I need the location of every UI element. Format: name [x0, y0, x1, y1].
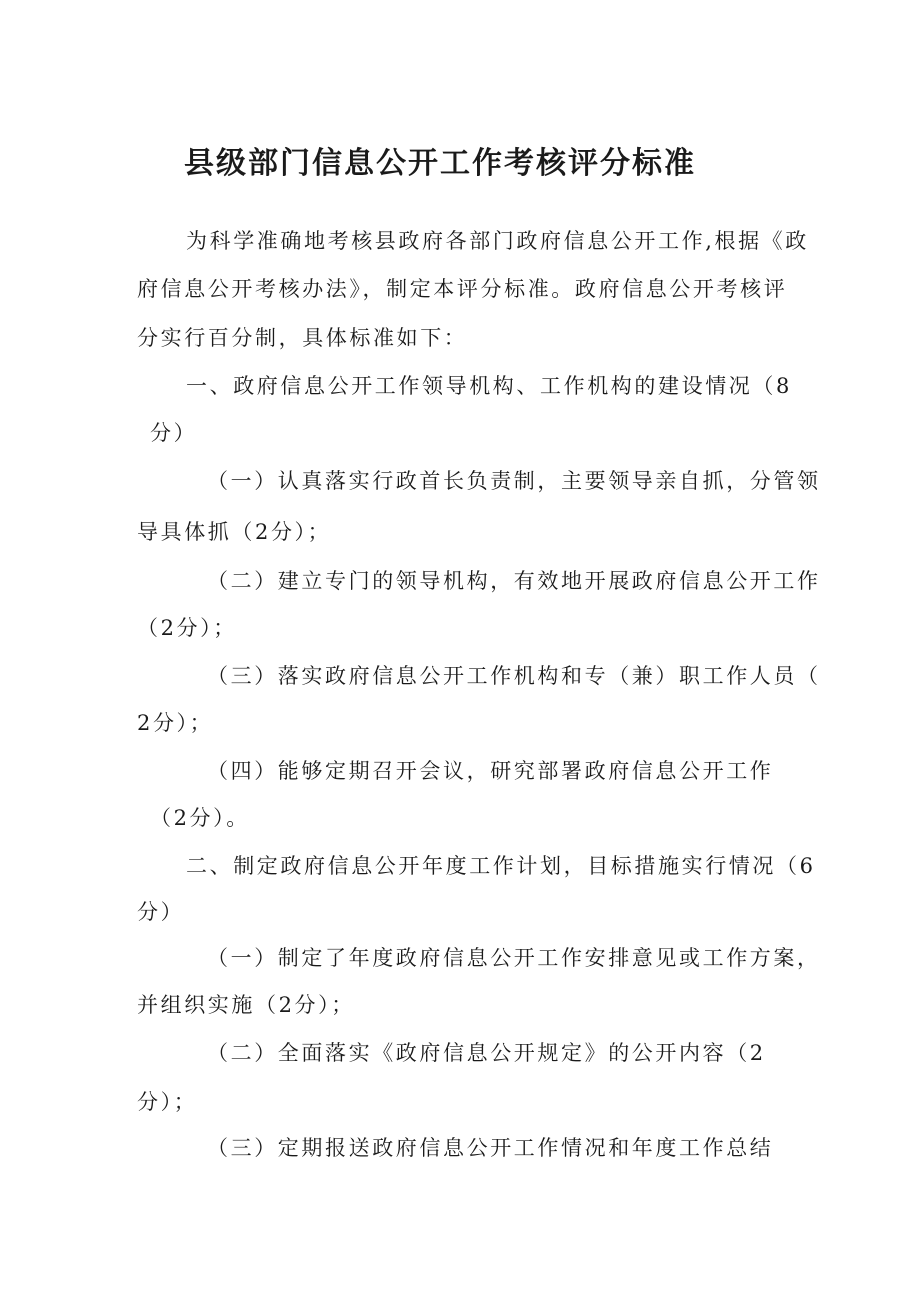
- item-1-4-line-1: （四）能够定期召开会议，研究部署政府信息公开工作: [207, 759, 774, 783]
- section-2-heading-line-2: 分）: [137, 900, 185, 924]
- item-2-2-line-2: 分）；: [137, 1090, 198, 1114]
- item-1-4-line-2: （2分）。: [150, 806, 250, 830]
- item-2-1-line-2: 并组织实施（2分）；: [137, 993, 355, 1017]
- body-line-2: 府信息公开考核办法》，制定本评分标准。政府信息公开考核评: [137, 277, 788, 301]
- document-title: 县级部门信息公开工作考核评分标准: [184, 146, 696, 181]
- body-line-1: 为科学准确地考核县政府各部门政府信息公开工作,根据《政: [186, 229, 809, 253]
- item-2-3-line-1: （三）定期报送政府信息公开工作情况和年度工作总结: [207, 1136, 774, 1160]
- item-1-2-line-2: （2分）；: [137, 616, 237, 640]
- item-2-2-line-1: （二）全面落实《政府信息公开规定》的公开内容（2: [207, 1041, 766, 1065]
- section-2-heading-line-1: 二、制定政府信息公开年度工作计划，目标措施实行情况（6: [186, 854, 816, 878]
- item-1-1-line-1: （一）认真落实行政首长负责制，主要领导亲自抓，分管领: [207, 469, 821, 493]
- item-1-3-line-1: （三）落实政府信息公开工作机构和专（兼）职工作人员（: [207, 664, 821, 688]
- item-1-1-line-2: 导具体抓（2分）；: [137, 520, 332, 544]
- item-2-1-line-1: （一）制定了年度政府信息公开工作安排意见或工作方案，: [207, 946, 821, 970]
- item-1-2-line-1: （二）建立专门的领导机构，有效地开展政府信息公开工作: [207, 569, 821, 593]
- section-1-heading-line-1: 一、政府信息公开工作领导机构、工作机构的建设情况（8: [186, 374, 792, 398]
- item-1-3-line-2: 2分）；: [137, 711, 214, 735]
- section-1-heading-line-2: 分）: [150, 421, 198, 445]
- body-line-3: 分实行百分制，具体标准如下：: [137, 326, 468, 350]
